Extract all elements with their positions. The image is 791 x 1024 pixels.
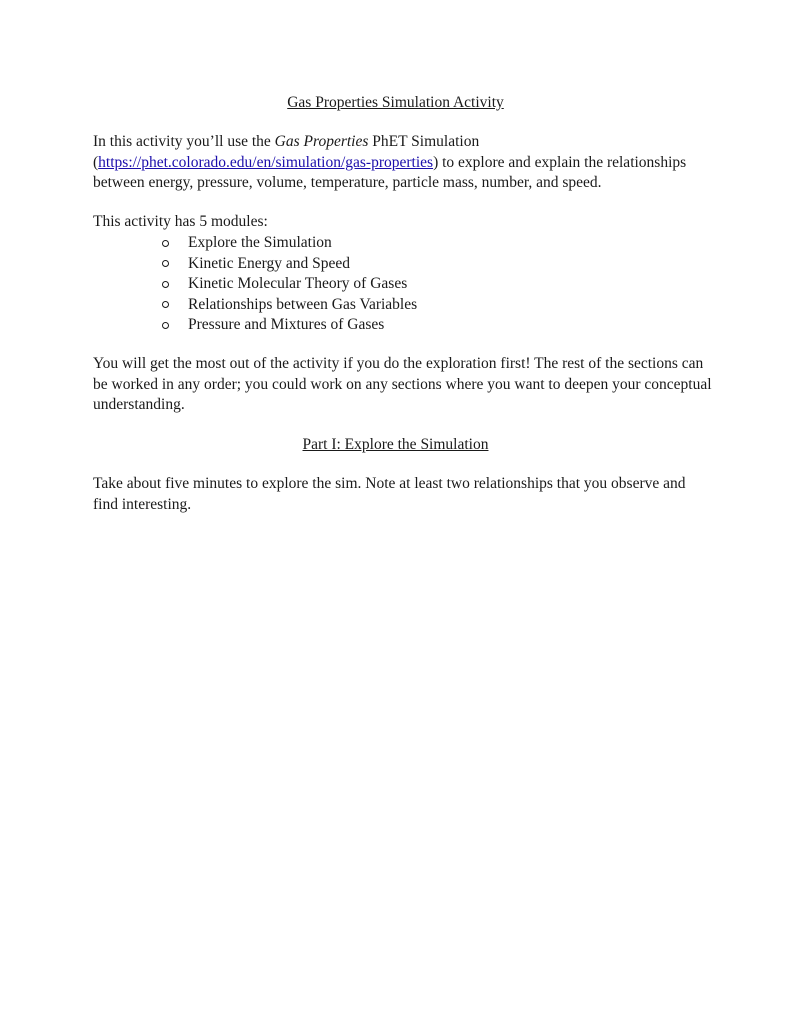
simulation-name: Gas Properties xyxy=(274,133,369,150)
modules-intro: This activity has 5 modules: xyxy=(93,213,268,230)
simulation-link[interactable]: https://phet.colorado.edu/en/simulation/gas-properties xyxy=(98,153,434,171)
intro-paragraph xyxy=(93,132,713,194)
module-label: Kinetic Molecular Theory of Gases xyxy=(188,275,408,292)
module-label: Pressure and Mixtures of Gases xyxy=(188,316,385,333)
document-title: Gas Properties Simulation Activity xyxy=(287,94,504,111)
module-label: Explore the Simulation xyxy=(188,234,332,251)
intro-text-line3: between energy, pressure, volume, temperature, particle mass, number, and speed. xyxy=(93,174,602,191)
list-item xyxy=(160,274,417,295)
list-item xyxy=(160,315,417,336)
circle-bullet-icon xyxy=(162,322,169,329)
part1-heading: Part I: Explore the Simulation xyxy=(302,436,489,453)
module-label: Relationships between Gas Variables xyxy=(188,295,418,313)
list-item xyxy=(160,254,417,275)
list-item xyxy=(160,233,417,254)
part1-task-paragraph: Take about five minutes to explore the sim. Note at least two relationships that you observe and find interesting. xyxy=(93,475,686,513)
circle-bullet-icon xyxy=(162,260,169,267)
circle-bullet-icon xyxy=(162,301,169,308)
open-paren: ( xyxy=(93,153,99,171)
advice-paragraph: You will get the most out of the activity if you do the exploration first! The rest of the sections can be worked in any order; you could work on any sections where you want to deepen your conceptual understanding. xyxy=(93,355,712,413)
modules-list xyxy=(160,233,417,336)
intro-text-phet: PhET Simulation xyxy=(368,133,480,150)
circle-bullet-icon xyxy=(162,240,169,247)
circle-bullet-icon xyxy=(162,281,169,288)
intro-text-start: In this activity you’ll use the xyxy=(93,133,275,150)
intro-text-after-link: ) to explore and explain the relationships xyxy=(433,153,687,171)
module-label: Kinetic Energy and Speed xyxy=(188,254,350,272)
list-item xyxy=(160,295,417,316)
